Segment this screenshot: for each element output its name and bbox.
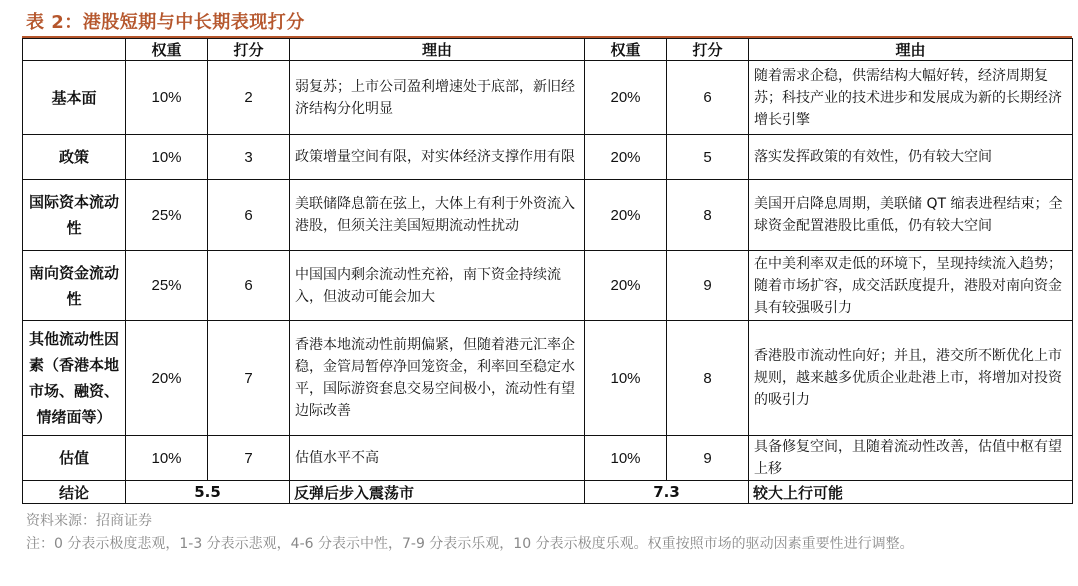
score-short: 6 — [208, 180, 290, 251]
reason-short: 政策增量空间有限，对实体经济支撑作用有限 — [290, 135, 585, 180]
header-reason-short: 理由 — [290, 39, 585, 61]
score-long: 8 — [667, 321, 749, 436]
factor-label: 南向资金流动性 — [23, 251, 126, 321]
weight-short: 10% — [126, 135, 208, 180]
weight-short: 20% — [126, 321, 208, 436]
footnote: 注：0 分表示极度悲观，1-3 分表示悲观，4-6 分表示中性，7-9 分表示乐观，10 分表示极度乐观。权重按照市场的驱动因素重要性进行调整。 — [26, 536, 914, 552]
score-short: 2 — [208, 61, 290, 135]
header-weight-short: 权重 — [126, 39, 208, 61]
reason-short: 弱复苏；上市公司盈利增速处于底部，新旧经济结构分化明显 — [290, 61, 585, 135]
factor-label: 政策 — [23, 135, 126, 180]
score-short: 3 — [208, 135, 290, 180]
score-short: 7 — [208, 436, 290, 481]
factor-label: 基本面 — [23, 61, 126, 135]
table-row — [23, 321, 1073, 436]
header-row — [23, 39, 1073, 61]
score-long: 5 — [667, 135, 749, 180]
conclusion-row — [23, 481, 1073, 504]
table-row — [23, 251, 1073, 321]
weight-short: 10% — [126, 61, 208, 135]
score-long: 6 — [667, 61, 749, 135]
reason-short: 美联储降息箭在弦上，大体上有利于外资流入港股，但须关注美国短期流动性扰动 — [290, 180, 585, 251]
weight-long: 20% — [585, 135, 667, 180]
weight-long: 20% — [585, 61, 667, 135]
conclusion-verdict-short: 反弹后步入震荡市 — [290, 481, 585, 504]
table-row — [23, 135, 1073, 180]
weight-long: 10% — [585, 321, 667, 436]
header-reason-long: 理由 — [749, 39, 1073, 61]
score-long: 9 — [667, 251, 749, 321]
table-row — [23, 61, 1073, 135]
header-factor — [23, 39, 126, 61]
score-short: 6 — [208, 251, 290, 321]
table-row — [23, 180, 1073, 251]
score-long: 9 — [667, 436, 749, 481]
reason-short: 香港本地流动性前期偏紧，但随着港元汇率企稳，金管局暂停净回笼资金，利率回至稳定水平，国际游资套息交易空间极小，流动性有望边际改善 — [290, 321, 585, 436]
reason-long: 香港股市流动性向好；并且，港交所不断优化上市规则，越来越多优质企业赴港上市，将增加对投资的吸引力 — [749, 321, 1073, 436]
conclusion-label: 结论 — [23, 481, 126, 504]
reason-long: 具备修复空间，且随着流动性改善，估值中枢有望上移 — [749, 436, 1073, 481]
conclusion-score-long: 7.3 — [585, 481, 749, 504]
factor-label: 国际资本流动性 — [23, 180, 126, 251]
reason-long: 随着需求企稳，供需结构大幅好转，经济周期复苏；科技产业的技术进步和发展成为新的长期经济增长引擎 — [749, 61, 1073, 135]
header-score-short: 打分 — [208, 39, 290, 61]
weight-long: 20% — [585, 180, 667, 251]
score-long: 8 — [667, 180, 749, 251]
reason-long: 落实发挥政策的有效性，仍有较大空间 — [749, 135, 1073, 180]
reason-long: 在中美利率双走低的环境下，呈现持续流入趋势；随着市场扩容，成交活跃度提升，港股对南向资金具有较强吸引力 — [749, 251, 1073, 321]
reason-long: 美国开启降息周期，美联储 QT 缩表进程结束；全球资金配置港股比重低，仍有较大空间 — [749, 180, 1073, 251]
reason-short: 中国国内剩余流动性充裕，南下资金持续流入，但波动可能会加大 — [290, 251, 585, 321]
weight-long: 20% — [585, 251, 667, 321]
factor-label: 其他流动性因素（香港本地市场、融资、情绪面等） — [23, 321, 126, 436]
table-row — [23, 436, 1073, 481]
source-note: 资料来源：招商证券 — [26, 513, 152, 529]
weight-long: 10% — [585, 436, 667, 481]
header-weight-long: 权重 — [585, 39, 667, 61]
weight-short: 10% — [126, 436, 208, 481]
factor-label: 估值 — [23, 436, 126, 481]
reason-short: 估值水平不高 — [290, 436, 585, 481]
weight-short: 25% — [126, 251, 208, 321]
score-table — [22, 38, 1073, 504]
score-short: 7 — [208, 321, 290, 436]
weight-short: 25% — [126, 180, 208, 251]
header-score-long: 打分 — [667, 39, 749, 61]
conclusion-score-short: 5.5 — [126, 481, 290, 504]
conclusion-verdict-long: 较大上行可能 — [749, 481, 1073, 504]
table-title: 表 2：港股短期与中长期表现打分 — [26, 12, 305, 33]
